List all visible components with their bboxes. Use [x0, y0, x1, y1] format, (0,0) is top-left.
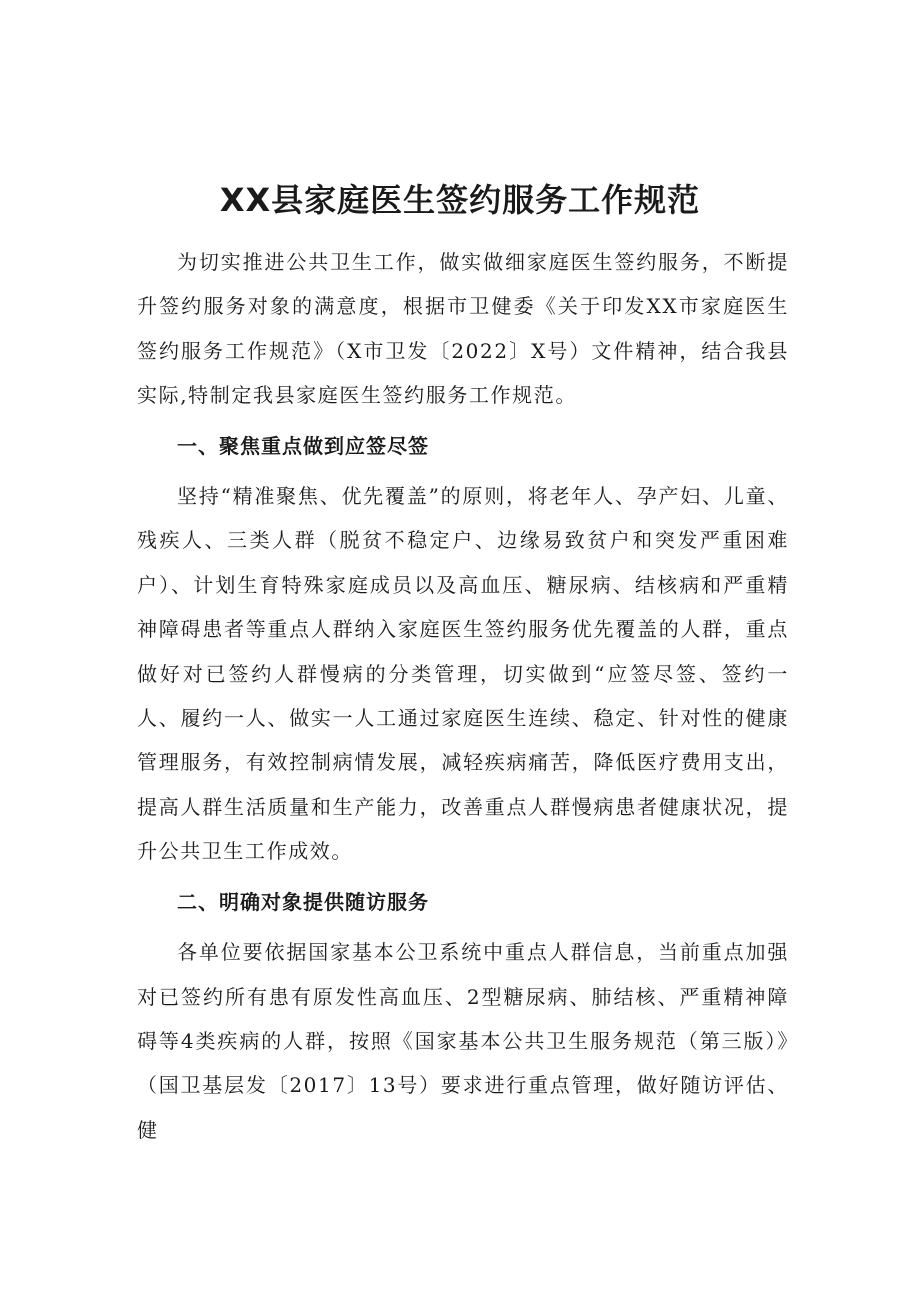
- section-1-paragraph: 坚持“精准聚焦、优先覆盖”的原则，将老年人、孕产妇、儿童、残疾人、三类人群（脱贫不稳定户、边缘易致贫户和突发严重困难户）、计划生育特殊家庭成员以及高血压、糖尿病、结核病和严重精神障碍患者等重点人群纳入家庭医生签约服务优先覆盖的人群，重点做好对已签约人群慢病的分类管理，切实做到“应签尽签、签约一人、履约一人、做实一人工通过家庭医生连续、稳定、针对性的健康管理服务，有效控制病情发展，减轻疾病痛苦，降低医疗费用支出，提高人群生活质量和生产能力，改善重点人群慢病患者健康状况，提升公共卫生工作成效。: [137, 484, 789, 864]
- document-body: [137, 240, 789, 1152]
- section-2-paragraph: 各单位要依据国家基本公卫系统中重点人群信息，当前重点加强对已签约所有患有原发性高血压、2型糖尿病、肺结核、严重精神障碍等4类疾病的人群，按照《国家基本公共卫生服务规范（第三版）》（国卫基层发〔2017〕13号）要求进行重点管理，做好随访评估、健: [137, 940, 789, 1142]
- document-title: XX县家庭医生签约服务工作规范: [219, 181, 701, 219]
- section-1-heading: 一、聚焦重点做到应签尽签: [177, 433, 429, 458]
- intro-paragraph: 为切实推进公共卫生工作，做实做细家庭医生签约服务，不断提升签约服务对象的满意度，根据市卫健委《关于印发XX市家庭医生签约服务工作规范》（X市卫发〔2022〕X号）文件精神，结合我县实际,特制定我县家庭医生签约服务工作规范。: [137, 250, 789, 408]
- section-2-heading: 二、明确对象提供随访服务: [177, 889, 429, 914]
